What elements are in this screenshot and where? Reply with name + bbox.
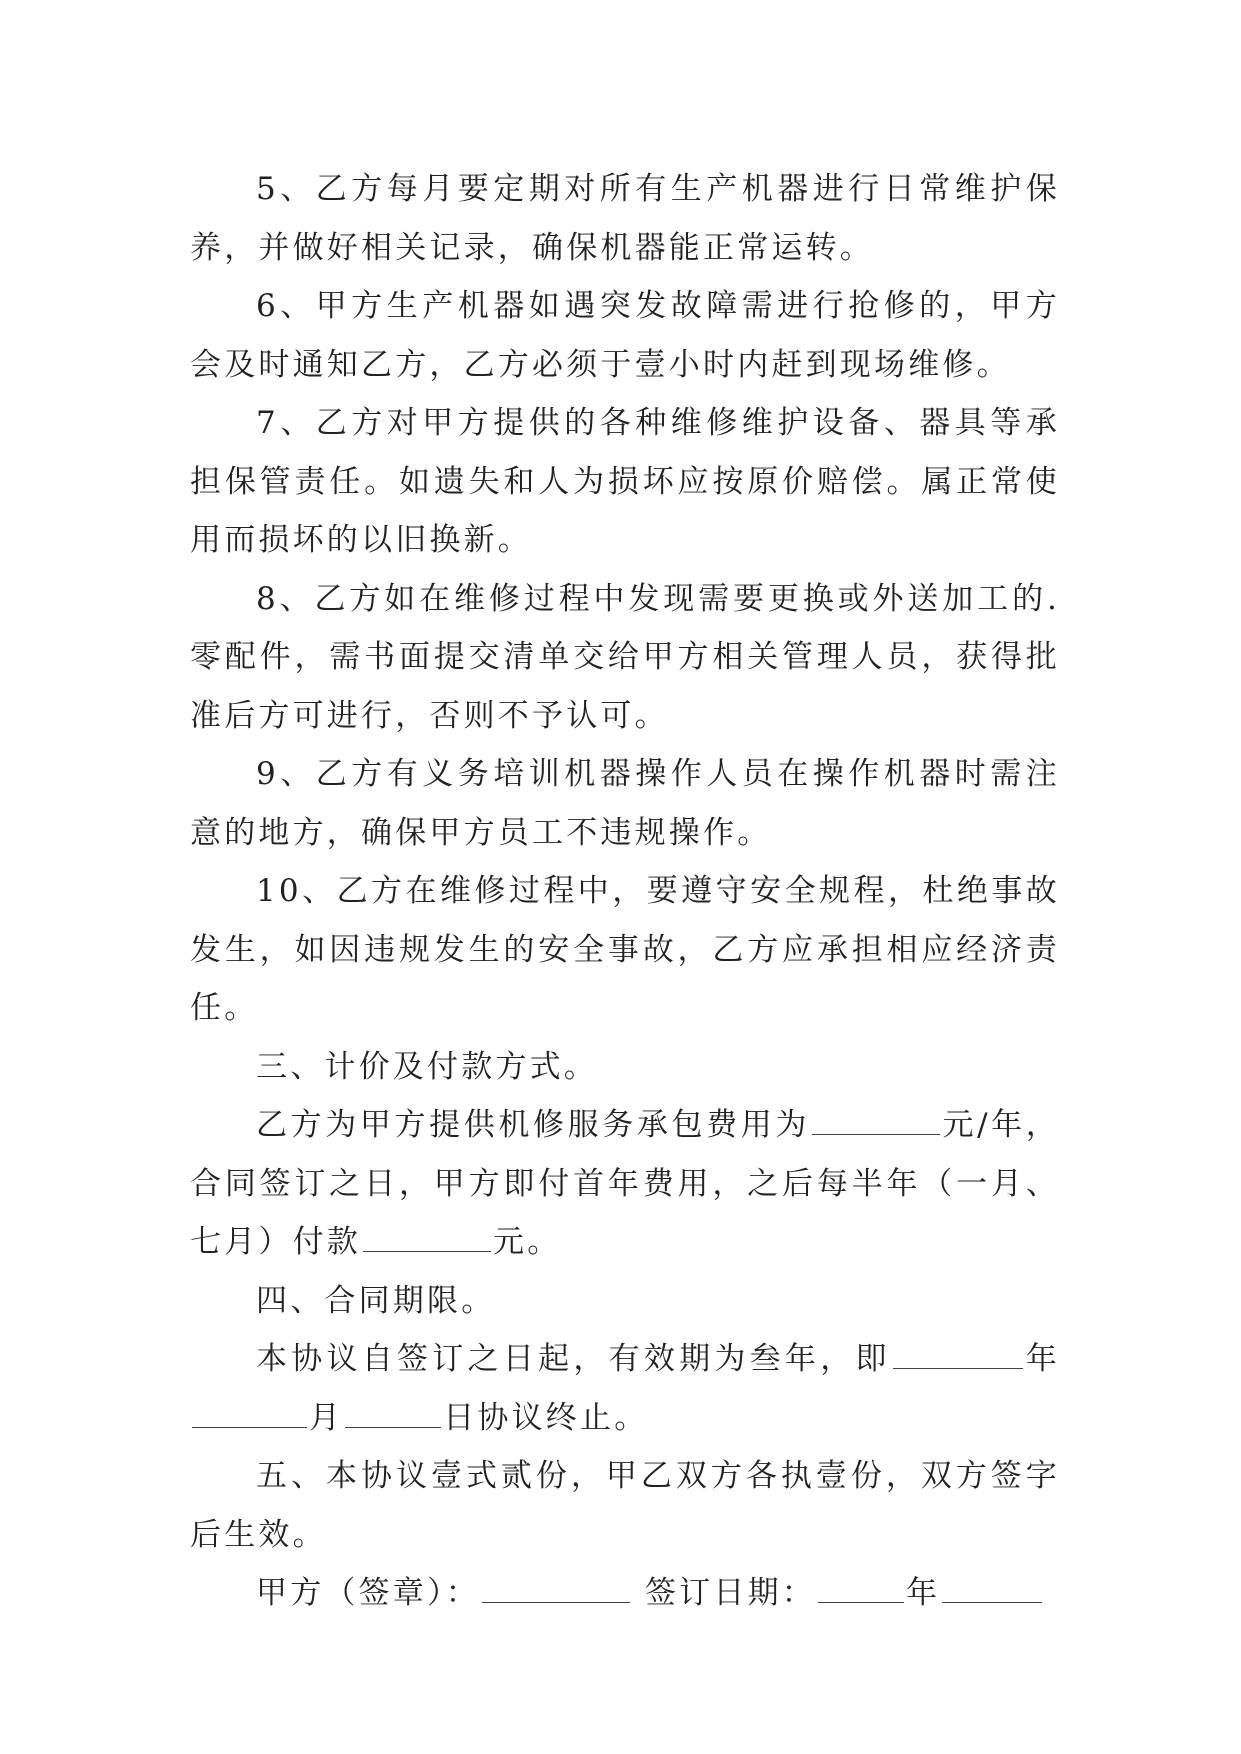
document-body bbox=[190, 160, 1060, 1623]
fee-paragraph bbox=[190, 1096, 1060, 1272]
term-text-4: 日协议终止。 bbox=[443, 1399, 649, 1436]
end-year-blank[interactable] bbox=[893, 1342, 1023, 1369]
clause-8: 8、乙方如在维修过程中发现需要更换或外送加工的.零配件，需书面提交清单交给甲方相关管理人员，获得批准后方可进行，否则不予认可。 bbox=[190, 580, 1060, 734]
section-pricing-heading: 三、计价及付款方式。 bbox=[256, 1048, 598, 1085]
installment-fee-blank[interactable] bbox=[363, 1225, 491, 1252]
sign-date-label: 签订日期： bbox=[644, 1575, 816, 1611]
fee-text-1: 乙方为甲方提供机修服务承包费用为 bbox=[256, 1107, 811, 1143]
fee-text-2: 元/年，合同签订之日，甲方即付首年费用，之后每半年（一月、七月）付款 bbox=[190, 1107, 1061, 1260]
clause-6: 6、甲方生产机器如遇突发故障需进行抢修的，甲方会及时通知乙方，乙方必须于壹小时内赶到现场维修。 bbox=[190, 288, 1060, 383]
section-term-heading: 四、合同期限。 bbox=[256, 1282, 496, 1319]
term-text-1: 本协议自签订之日起，有效期为叁年，即 bbox=[256, 1341, 891, 1377]
term-paragraph bbox=[190, 1330, 1060, 1447]
party-a-signature-blank[interactable] bbox=[482, 1576, 630, 1603]
term-year-label: 年 bbox=[1024, 1341, 1060, 1377]
fee-text-3: 元。 bbox=[493, 1224, 562, 1260]
clause-7: 7、乙方对甲方提供的各种维修维护设备、器具等承担保管责任。如遗失和人为损坏应按原价赔偿。属正常使用而损坏的以旧换新。 bbox=[190, 405, 1060, 558]
sign-month-blank[interactable] bbox=[942, 1576, 1042, 1603]
signature-line bbox=[190, 1564, 1060, 1623]
sign-year-label: 年 bbox=[905, 1575, 941, 1611]
party-a-signature-label: 甲方（签章）： bbox=[256, 1575, 480, 1611]
term-month-label: 月 bbox=[309, 1399, 344, 1436]
end-month-blank[interactable] bbox=[192, 1401, 307, 1428]
clause-5: 5、乙方每月要定期对所有生产机器进行日常维护保养，并做好相关记录，确保机器能正常运转。 bbox=[190, 171, 1060, 266]
annual-fee-blank[interactable] bbox=[812, 1108, 940, 1135]
clause-9: 9、乙方有义务培训机器操作人员在操作机器时需注意的地方，确保甲方员工不违规操作。 bbox=[190, 756, 1060, 851]
end-day-blank[interactable] bbox=[345, 1401, 441, 1428]
clause-10: 10、乙方在维修过程中，要遵守安全规程，杜绝事故发生，如因违规发生的安全事故，乙方应承担相应经济责任。 bbox=[190, 873, 1060, 1026]
copies-clause: 五、本协议壹式贰份，甲乙双方各执壹份，双方签字后生效。 bbox=[190, 1458, 1060, 1553]
sign-year-blank[interactable] bbox=[818, 1576, 904, 1603]
